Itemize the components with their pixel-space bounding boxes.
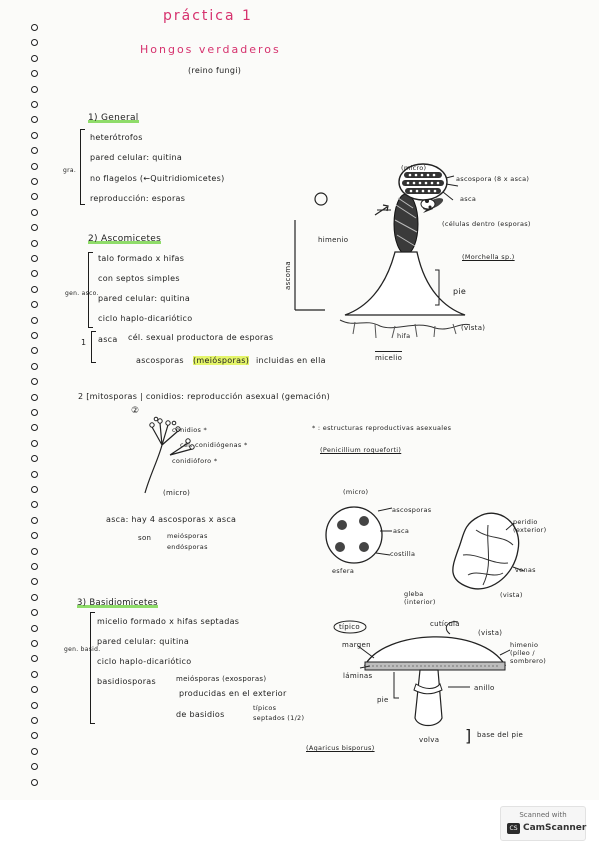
costilla-label: costilla bbox=[390, 550, 416, 558]
spiral-ring bbox=[31, 394, 38, 401]
camscanner-watermark bbox=[500, 806, 586, 841]
spiral-ring bbox=[31, 455, 38, 462]
bracket bbox=[91, 331, 96, 363]
spiral-ring bbox=[31, 147, 38, 154]
esfera-label: esfera bbox=[332, 567, 355, 575]
spiral-ring bbox=[31, 163, 38, 170]
spiral-ring bbox=[31, 578, 38, 585]
general-item: heterótrofos bbox=[90, 133, 143, 142]
endosporas-label: endósporas bbox=[167, 543, 208, 551]
basidiomicetes-item: pared celular: quitina bbox=[97, 637, 190, 646]
spiral-ring bbox=[31, 424, 38, 431]
ascomicetes-item: pared celular: quitina bbox=[98, 294, 191, 303]
micro-label-2: (micro) bbox=[163, 489, 191, 497]
venas-label: venas bbox=[515, 566, 536, 574]
species-agaricus: (Agaricus bisporus) bbox=[306, 744, 375, 752]
vista-label-4: (vista) bbox=[478, 629, 503, 637]
section-side-label: gen. basid. bbox=[64, 646, 101, 653]
spiral-ring bbox=[31, 779, 38, 786]
spiral-ring bbox=[31, 86, 38, 93]
camscanner-logo-icon: CS bbox=[507, 823, 520, 834]
section-general-heading: 1) General bbox=[88, 113, 139, 123]
spiral-ring bbox=[31, 132, 38, 139]
spiral-ring bbox=[31, 101, 38, 108]
meiosporas-exosporas-label: meiósporas (exosporas) bbox=[176, 675, 267, 683]
ascosporas-label: ascosporas bbox=[136, 356, 184, 365]
section-side-label: gra. bbox=[63, 167, 77, 174]
ascosporas-note: incluidas en ella bbox=[256, 356, 326, 365]
ascospora-label: ascospora (8 x asca) bbox=[456, 175, 530, 183]
spiral-ring bbox=[31, 286, 38, 293]
spiral-ring bbox=[31, 563, 38, 570]
gleba-label: gleba (interior) bbox=[404, 590, 436, 606]
micelio-label: micelio bbox=[375, 351, 402, 362]
asca-count-line: asca: hay 4 ascosporas x asca bbox=[106, 515, 237, 524]
spiral-ring bbox=[31, 440, 38, 447]
spiral-ring bbox=[31, 748, 38, 755]
spiral-ring bbox=[31, 609, 38, 616]
watermark-line1: Scanned with bbox=[519, 811, 567, 819]
section-ascomicetes-heading: 2) Ascomicetes bbox=[88, 234, 162, 244]
spiral-ring bbox=[31, 717, 38, 724]
asca-definition: cél. sexual productora de esporas bbox=[128, 333, 274, 342]
himenio-label-4: himenio (píleo / sombrero) bbox=[510, 641, 547, 665]
section-basidiomicetes-heading: 3) Basidiomicetes bbox=[77, 598, 158, 608]
asca-number: 1 bbox=[81, 338, 87, 347]
spiral-ring bbox=[31, 70, 38, 77]
spiral-ring bbox=[31, 501, 38, 508]
spiral-ring bbox=[31, 671, 38, 678]
asca-label-2: asca bbox=[393, 527, 410, 535]
spiral-ring bbox=[31, 378, 38, 385]
vista-label-3: (vista) bbox=[500, 591, 523, 599]
general-item: pared celular: quitina bbox=[90, 153, 183, 162]
spiral-ring bbox=[31, 240, 38, 247]
basidiosporas-label: basidiosporas bbox=[97, 677, 156, 686]
spiral-ring bbox=[31, 39, 38, 46]
producidas-label: producidas en el exterior bbox=[179, 689, 287, 698]
himenio-label: himenio bbox=[318, 236, 349, 244]
section-side-label: gen. asco. bbox=[65, 290, 99, 297]
ascoma-label: ascoma bbox=[284, 261, 292, 290]
basidiomicetes-item: ciclo haplo-dicariótico bbox=[97, 657, 192, 666]
spiral-ring bbox=[31, 625, 38, 632]
ascosporas-label-2: ascosporas bbox=[392, 506, 432, 514]
son-label: son bbox=[138, 534, 152, 542]
species-penicillium: (Penicillium roqueforti) bbox=[320, 446, 402, 454]
pie-label: pie bbox=[453, 287, 467, 296]
page-subtitle: Hongos verdaderos bbox=[140, 43, 281, 56]
peridio-label: peridio (exterior) bbox=[513, 518, 547, 534]
hifa-label: hifa bbox=[397, 332, 411, 340]
meiosporas-highlight: (meiósporas) bbox=[193, 356, 250, 365]
spiral-ring bbox=[31, 24, 38, 31]
septados-label: septados (1/2) bbox=[253, 714, 305, 722]
spiral-ring bbox=[31, 686, 38, 693]
watermark-line2: CamScanner bbox=[523, 823, 587, 833]
diagram-number-2: ② bbox=[131, 406, 140, 416]
spiral-ring bbox=[31, 317, 38, 324]
micro-label: (micro) bbox=[401, 164, 427, 172]
general-item: reproducción: esporas bbox=[90, 194, 186, 203]
laminas-label: láminas bbox=[343, 672, 373, 680]
spiral-ring bbox=[31, 702, 38, 709]
de-basidios-label: de basidios bbox=[176, 710, 225, 719]
ascomicetes-item: talo formado x hifas bbox=[98, 254, 185, 263]
spiral-ring bbox=[31, 178, 38, 185]
anillo-label: anillo bbox=[474, 684, 495, 692]
base-bracket: ] bbox=[465, 726, 472, 745]
spiral-ring bbox=[31, 471, 38, 478]
spiral-ring bbox=[31, 732, 38, 739]
bracket bbox=[80, 129, 85, 205]
volva-label: volva bbox=[419, 736, 440, 744]
species-morchella: (Morchella sp.) bbox=[462, 253, 515, 261]
ascomicetes-item: con septos simples bbox=[98, 274, 180, 283]
spiral-ring bbox=[31, 763, 38, 770]
general-item: no flagelos (←Quitridiomicetes) bbox=[90, 174, 225, 183]
spiral-ring bbox=[31, 55, 38, 62]
dentro-label: (células dentro (esporas) bbox=[442, 220, 531, 228]
conidios-label: conidios * bbox=[172, 426, 208, 434]
spiral-ring bbox=[31, 409, 38, 416]
spiral-ring bbox=[31, 363, 38, 370]
spiral-ring bbox=[31, 193, 38, 200]
spiral-ring bbox=[31, 594, 38, 601]
bracket bbox=[90, 612, 95, 724]
spiral-ring bbox=[31, 270, 38, 277]
truffle-diagram bbox=[318, 495, 548, 600]
spiral-ring bbox=[31, 255, 38, 262]
spiral-ring bbox=[31, 116, 38, 123]
asca-label: asca bbox=[460, 195, 477, 203]
cuticula-label: cutícula bbox=[430, 620, 460, 628]
spiral-ring bbox=[31, 655, 38, 662]
pie-label-4: pie bbox=[377, 696, 389, 704]
vista-label: (vista) bbox=[461, 324, 486, 332]
asterisk-note: * : estructuras reproductivas asexuales bbox=[312, 424, 452, 432]
tipico-label: típico bbox=[339, 623, 361, 631]
spiral-ring bbox=[31, 224, 38, 231]
morchella-diagram bbox=[285, 160, 545, 370]
basidiomicetes-item: micelio formado x hifas septadas bbox=[97, 617, 240, 626]
spiral-ring bbox=[31, 517, 38, 524]
spiral-ring bbox=[31, 640, 38, 647]
tipicos-label: típicos bbox=[253, 704, 277, 712]
subtitle-note: (reino fungi) bbox=[188, 66, 242, 75]
spiral-ring bbox=[31, 332, 38, 339]
spiral-ring bbox=[31, 532, 38, 539]
asca-word: asca bbox=[98, 335, 118, 344]
micro-label-3: (micro) bbox=[343, 488, 369, 496]
margen-label: margen bbox=[342, 641, 371, 649]
base-pie-label: base del pie bbox=[477, 731, 524, 739]
spiral-ring bbox=[31, 209, 38, 216]
spiral-ring bbox=[31, 548, 38, 555]
ascomicetes-item: ciclo haplo-dicariótico bbox=[98, 314, 193, 323]
spiral-ring bbox=[31, 301, 38, 308]
page-title: práctica 1 bbox=[163, 8, 253, 24]
spiral-ring bbox=[31, 486, 38, 493]
meiosporas-label: meiósporas bbox=[167, 532, 208, 540]
conidiogenas-label: cél. conidiógenas * bbox=[180, 441, 248, 449]
spiral-ring bbox=[31, 347, 38, 354]
mitosporas-line: 2 [mitosporas | conidios: reproducción asexual (gemación) bbox=[78, 392, 331, 401]
conidioforo-label: conidióforo * bbox=[172, 457, 218, 465]
